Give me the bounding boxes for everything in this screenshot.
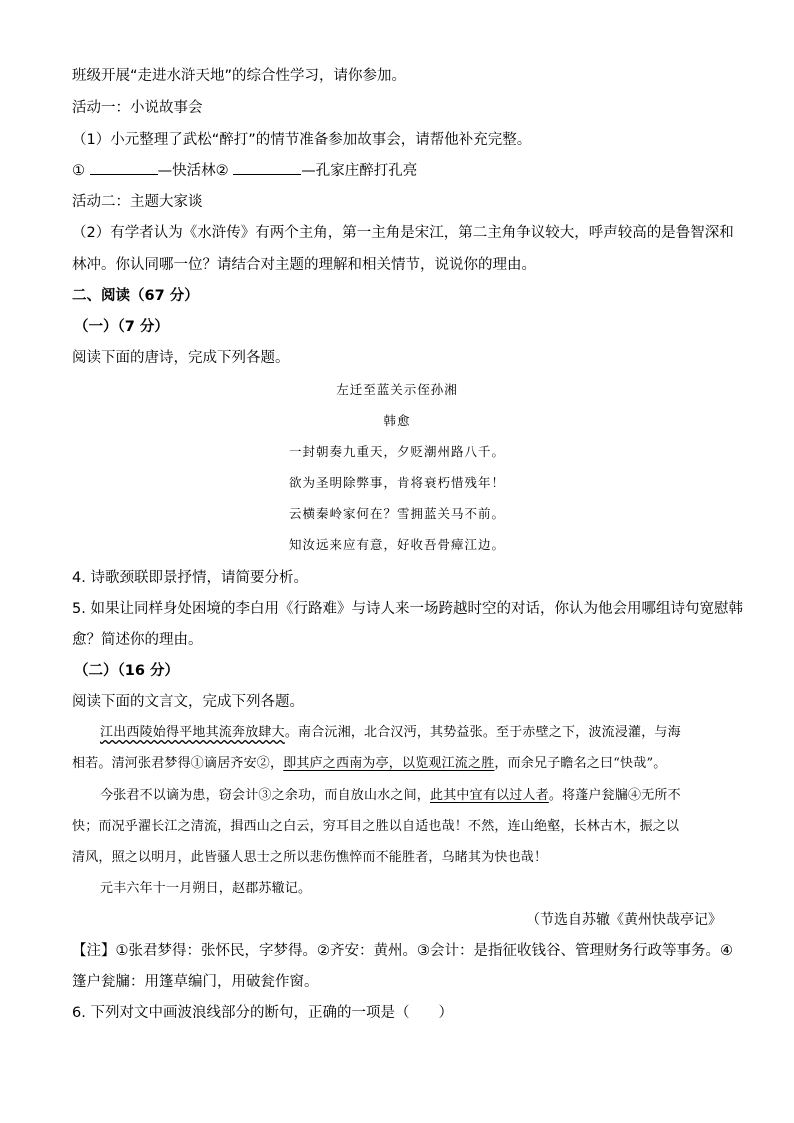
notes-line2: 篷户瓮牖：用篷草编门，用破瓮作窗。 (72, 974, 319, 990)
prose-para1-line2 (72, 754, 722, 774)
part2-instruction: 阅读下面的文言文，完成下列各题。 (72, 694, 304, 710)
fill-text-1: —快活林② (157, 163, 229, 179)
question-6: 6. 下列对文中画波浪线部分的断句，正确的一项是（ ） (72, 1005, 453, 1021)
poem-line: 知汝远来应有意，好收吾骨瘴江边。 (288, 537, 505, 552)
poem-line: 欲为圣明除弊事，肯将衰朽惜残年！ (288, 475, 505, 490)
prose-para3: 元丰六年十一月朔日，赵郡苏辙记。 (100, 881, 312, 896)
question-2-line2: 林冲。你认同哪一位？请结合对主题的理解和相关情节，说说你的理由。 (72, 257, 536, 273)
section2-heading: 二、阅读（67 分） (72, 288, 199, 304)
prose-para2-line3: 清风，照之以明月，此皆骚人思士之所以悲伤憔悴而不能胜者，乌睹其为快也哉！ (72, 850, 548, 865)
poem-title: 左迁至蓝关示侄孙湘 (336, 382, 458, 397)
fill-in-row (72, 161, 417, 181)
intro-text: 班级开展“走进水浒天地”的综合性学习，请你参加。 (72, 68, 407, 84)
answer-blank-2[interactable] (233, 161, 301, 175)
question-5-line2: 愈？简述你的理由。 (72, 632, 203, 648)
prose-source: （节选自苏辙《黄州快哉亭记》 (526, 912, 722, 928)
prose-text: 。将蓬户瓮牖④无所不 (548, 788, 681, 803)
prose-text: 。南合沅湘，北合汉沔，其势益张。至于赤壁之下，波流浸灌，与海 (284, 725, 681, 740)
underlined-sentence-1: 即其庐之西南为亭，以览观江流之胜 (283, 756, 495, 771)
activity1-title: 活动一：小说故事会 (72, 100, 203, 116)
question-1: （1）小元整理了武松“醉打”的情节准备参加故事会，请帮他补充完整。 (72, 132, 532, 148)
poem-line: 一封朝奏九重天，夕贬潮州路八千。 (288, 444, 505, 459)
question-4: 4. 诗歌颈联即景抒情，请简要分析。 (72, 570, 308, 586)
notes-line1: 【注】①张君梦得：张怀民，字梦得。②齐安：黄州。③会计：是指征收钱谷、管理财务行政等事务。④ (72, 943, 733, 959)
prose-text: ，而余兄子瞻名之曰“快哉”。 (494, 756, 667, 771)
activity2-title: 活动二：主题大家谈 (72, 194, 203, 210)
part1-instruction: 阅读下面的唐诗，完成下列各题。 (72, 350, 290, 366)
underlined-sentence-2: 此其中宜有以过人者 (430, 788, 549, 803)
prose-para2-line1 (100, 786, 750, 806)
prose-para2-line2: 快；而况乎濯长江之清流，揖西山之白云，穷耳目之胜以自适也哉！不然，连山绝壑，长林古木，振之以 (72, 819, 680, 834)
poem-line: 云横秦岭家何在？雪拥蓝关马不前。 (288, 506, 505, 521)
fill-circle-1: ① (72, 163, 85, 179)
prose-para1-line1 (100, 723, 750, 743)
prose-text: 相若。清河张君梦得①谪居齐安②， (72, 756, 284, 771)
wavy-underlined-text: 江出西陵始得平地其流奔放肆大 (100, 725, 285, 740)
question-2-line1: （2）有学者认为《水浒传》有两个主角，第一主角是宋江，第二主角争议较大，呼声较高的是鲁智深和 (72, 225, 734, 241)
answer-blank-1[interactable] (90, 161, 158, 175)
fill-text-2: —孔家庄醉打孔亮 (301, 163, 418, 179)
question-5-line1: 5. 如果让同样身处困境的李白用《行路难》与诗人来一场跨越时空的对话，你认为他会用哪组诗句宽慰韩 (72, 601, 743, 617)
prose-text: 今张君不以谪为患，窃会计③之余功，而自放山水之间， (100, 788, 431, 803)
part1-heading: （一）（7 分） (74, 319, 169, 335)
poem-author: 韩愈 (383, 413, 411, 428)
part2-heading: （二）（16 分） (74, 663, 179, 679)
